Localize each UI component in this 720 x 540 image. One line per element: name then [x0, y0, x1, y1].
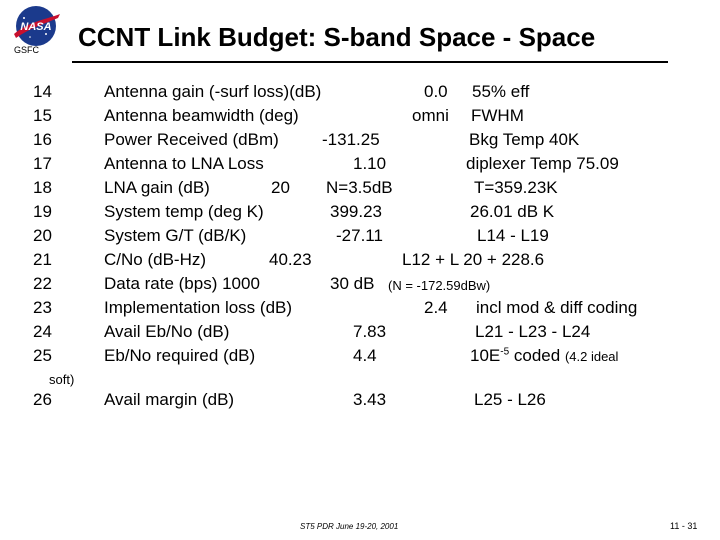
line-number: 19 — [33, 202, 52, 221]
row-value: omni — [412, 106, 449, 125]
row-value: 399.23 — [330, 202, 382, 221]
row-label: Antenna beamwidth (deg) — [104, 106, 299, 125]
row-label: C/No (dB-Hz) — [104, 250, 207, 269]
row-value: 40.23 — [269, 250, 312, 269]
row-extra: N=3.5dB — [326, 178, 393, 197]
row-note: (N = -172.59dBw) — [388, 278, 491, 293]
line-number: 17 — [33, 154, 52, 173]
page-number: 11 - 31 — [670, 521, 698, 531]
row-value: 0.0 — [424, 82, 448, 101]
row-value: 20 — [271, 178, 290, 197]
row-value: 7.83 — [353, 322, 387, 341]
row-label: Avail margin (dB) — [104, 390, 235, 409]
row-label: Antenna to LNA Loss — [104, 154, 264, 173]
row-label: LNA gain (dB) — [104, 178, 210, 197]
row-note: FWHM — [471, 106, 524, 125]
row-note: L14 - L19 — [477, 226, 549, 245]
row-note: T=359.23K — [474, 178, 558, 197]
row-note-rest: coded — [509, 346, 561, 365]
row-note-small: (4.2 ideal — [564, 349, 619, 364]
row-note-main: 10E — [470, 346, 501, 365]
line-number: 20 — [33, 226, 52, 245]
line-number: 26 — [33, 390, 52, 409]
title-divider — [72, 61, 668, 63]
row-value: 2.4 — [424, 298, 448, 317]
line-number: 23 — [33, 298, 52, 317]
row-value: 30 dB — [330, 274, 375, 293]
row-label: Power Received (dBm) — [104, 130, 279, 149]
line-number: 25 — [33, 346, 52, 365]
nasa-logo-text: NASA — [20, 21, 52, 33]
row-note: 26.01 dB K — [470, 202, 555, 221]
row-label: Avail Eb/No (dB) — [104, 322, 230, 341]
row-label: Antenna gain (-surf loss)(dB) — [104, 82, 322, 101]
line-number: 14 — [33, 82, 52, 101]
line-number: 15 — [33, 106, 52, 125]
row-note: Bkg Temp 40K — [469, 130, 580, 149]
row-value: -27.11 — [336, 226, 383, 245]
line-number: 22 — [33, 274, 52, 293]
line-number: 24 — [33, 322, 52, 341]
org-label: GSFC — [14, 45, 40, 55]
row-value: -131.25 — [322, 130, 380, 149]
row-label: System temp (deg K) — [104, 202, 264, 221]
row-note — [470, 346, 618, 367]
row-value: 4.4 — [353, 346, 377, 365]
row-note-exponent: -5 — [500, 346, 510, 358]
row-note: diplexer Temp 75.09 — [466, 154, 619, 173]
row-value: 1.10 — [353, 154, 387, 173]
footer-text: ST5 PDR June 19-20, 2001 — [300, 522, 399, 531]
row-note: 55% eff — [472, 82, 530, 101]
line-number: 16 — [33, 130, 52, 149]
row-label: Eb/No required (dB) — [104, 346, 256, 365]
row-label: Implementation loss (dB) — [104, 298, 293, 317]
line-number: 21 — [33, 250, 52, 269]
row-note: L12 + L 20 + 228.6 — [402, 250, 545, 269]
line-number: 18 — [33, 178, 52, 197]
wrapped-text: soft) — [49, 372, 75, 387]
row-note: L21 - L23 - L24 — [475, 322, 591, 341]
row-label: Data rate (bps) 1000 — [104, 274, 260, 293]
page-title: CCNT Link Budget: S-band Space - Space — [78, 22, 596, 52]
row-note: L25 - L26 — [474, 390, 546, 409]
row-value: 3.43 — [353, 390, 387, 409]
row-note: incl mod & diff coding — [476, 298, 638, 317]
row-label: System G/T (dB/K) — [104, 226, 247, 245]
